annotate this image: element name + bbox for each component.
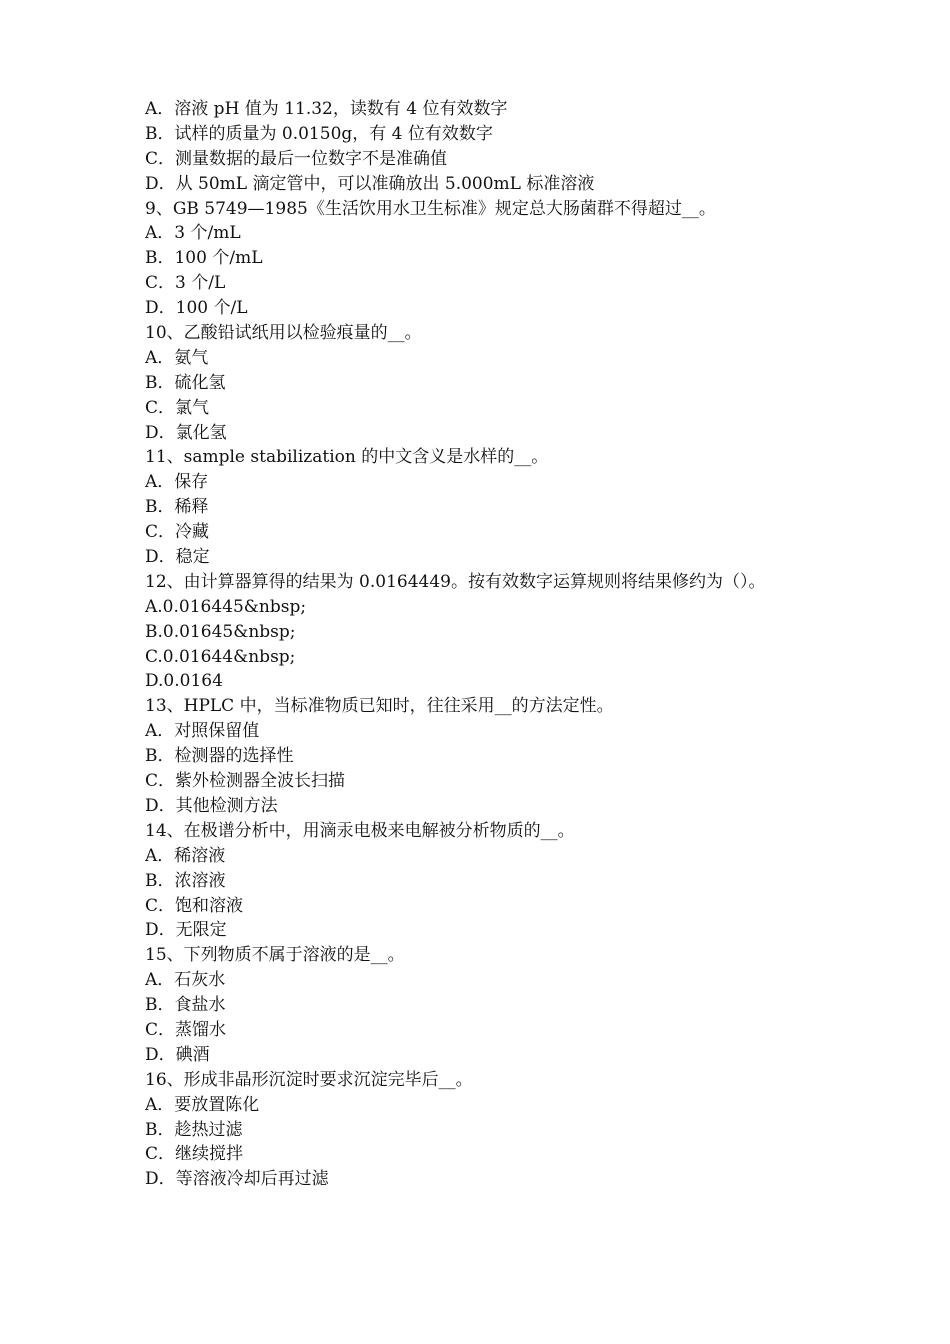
option-line: D．其他检测方法 (145, 795, 278, 816)
option-line: A．氨气 (145, 347, 209, 368)
option-line: C．冷藏 (145, 522, 210, 543)
option-line: D．从 50mL 滴定管中，可以准确放出 5.000mL 标准溶液 (145, 173, 595, 194)
question-16: 16、形成非晶形沉淀时要求沉淀完毕后__。 (145, 1069, 473, 1090)
option-line: B．100 个/mL (145, 248, 263, 269)
option-line: B．趁热过滤 (145, 1119, 243, 1140)
question-10: 10、乙酸铅试纸用以检验痕量的__。 (145, 323, 422, 344)
option-line: C．蒸馏水 (145, 1019, 227, 1040)
option-line: A．保存 (145, 472, 209, 493)
option-line: B．浓溶液 (145, 870, 226, 891)
option-line: D．氯化氢 (145, 422, 227, 443)
option-line: A．稀溶液 (145, 845, 226, 866)
question-15: 15、下列物质不属于溶液的是__。 (145, 945, 405, 966)
option-line: D．碘酒 (145, 1044, 210, 1065)
option-line: B．检测器的选择性 (145, 746, 294, 767)
option-line: D．稳定 (145, 547, 210, 568)
option-line: D.0.0164 (145, 671, 223, 692)
option-line: C．测量数据的最后一位数字不是准确值 (145, 148, 448, 169)
option-line: A．石灰水 (145, 970, 226, 991)
option-line: C．继续搅拌 (145, 1144, 244, 1165)
question-12: 12、由计算器算得的结果为 0.0164449。按有效数字运算规则将结果修约为（）。 (145, 571, 766, 592)
question-14: 14、在极谱分析中，用滴汞电极来电解被分析物质的__。 (145, 820, 575, 841)
option-line: C．饱和溶液 (145, 895, 244, 916)
question-9: 9、GB 5749—1985《生活饮用水卫生标准》规定总大肠菌群不得超过__。 (145, 198, 716, 219)
option-line: B.0.01645&nbsp; (145, 621, 296, 642)
option-line: B．试样的质量为 0.0150g，有 4 位有效数字 (145, 123, 493, 144)
option-line: D．100 个/L (145, 298, 248, 319)
question-list (145, 97, 845, 1192)
option-line: A．3 个/mL (145, 223, 241, 244)
option-line: B．硫化氢 (145, 372, 226, 393)
option-line: C．氯气 (145, 397, 210, 418)
question-13: 13、HPLC 中，当标准物质已知时，往往采用__的方法定性。 (145, 696, 614, 717)
option-line: B．稀释 (145, 497, 209, 518)
option-line: C.0.01644&nbsp; (145, 646, 296, 667)
option-line: C．3 个/L (145, 273, 226, 294)
question-11: 11、sample stabilization 的中文含义是水样的__。 (145, 447, 549, 468)
option-line: D．等溶液冷却后再过滤 (145, 1169, 329, 1190)
option-line: C．紫外检测器全波长扫描 (145, 771, 346, 792)
option-line: A.0.016445&nbsp; (145, 596, 307, 617)
option-line: A．要放置陈化 (145, 1094, 260, 1115)
option-line: B．食盐水 (145, 995, 226, 1016)
option-line: A．溶液 pH 值为 11.32，读数有 4 位有效数字 (145, 99, 508, 119)
option-line: A．对照保留值 (145, 721, 260, 742)
option-line: D．无限定 (145, 920, 227, 941)
